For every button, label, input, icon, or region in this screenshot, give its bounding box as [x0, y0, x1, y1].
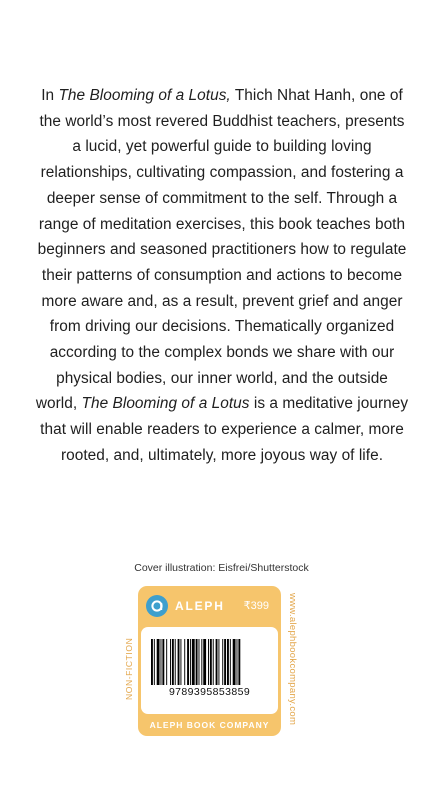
price-label: ₹399 — [243, 600, 269, 612]
blurb-text-1: In — [41, 87, 59, 104]
brand-name: ALEPH — [175, 599, 225, 613]
isbn-number: 9789395853859 — [168, 686, 251, 698]
blurb-text-3: is a meditative journey that will enable readers to experience a calmer, more rooted, and, ultimately, more joyous way of life. — [40, 395, 409, 464]
category-label: NON-FICTION — [124, 637, 134, 700]
price-barcode-sticker — [138, 586, 281, 736]
blurb-book-title-2: The Blooming of a Lotus — [81, 395, 250, 413]
publisher-name: ALEPH BOOK COMPANY — [149, 720, 270, 730]
cover-credit: Cover illustration: Eisfrei/Shutterstock — [134, 562, 309, 574]
sticker-header — [138, 586, 281, 626]
publisher-website: www.alephbookcompany.com — [287, 593, 298, 726]
blurb-book-title: The Blooming of a Lotus, — [58, 87, 231, 104]
blurb-text-2: Thich Nhat Hanh, one of the world’s most revered Buddhist teachers, presents a lucid, yet powerful guide to building loving relationships, cultivating compassion, and fostering a deeper sense of commitment to the self. Through a range of meditation exercises, this book teaches both beginners and seasoned practitioners how to regulate their patterns of consumption and actions to become more aware and, as a result, prevent grief and anger from driving our decisions. Thematically organized according to the complex bonds we share with our physical bodies, our inner world, and the outside world, — [35, 87, 407, 413]
barcode-panel — [141, 627, 278, 714]
barcode-icon — [151, 639, 268, 685]
back-cover-blurb — [34, 83, 410, 469]
aleph-logo-icon — [146, 595, 168, 617]
